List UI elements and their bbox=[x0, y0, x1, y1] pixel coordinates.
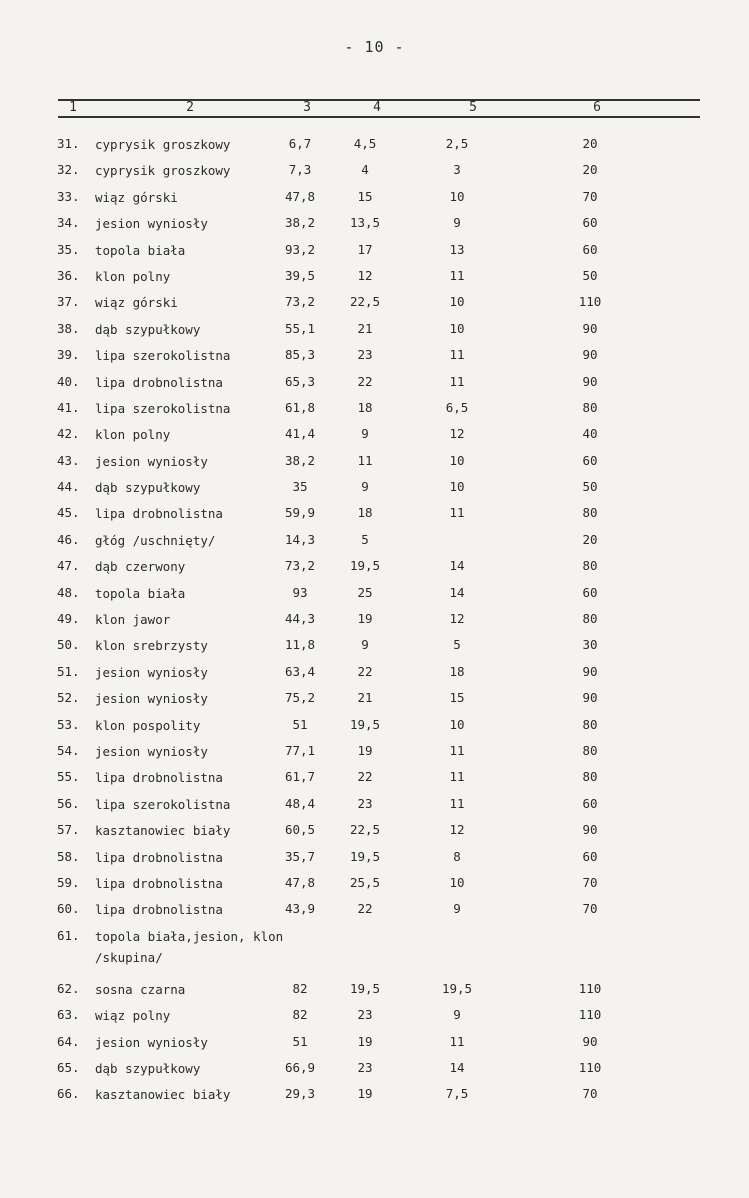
species-name: lipa drobnolistna bbox=[95, 849, 223, 865]
column-header-6: 6 bbox=[593, 100, 601, 115]
table-row bbox=[0, 794, 749, 820]
species-name: głóg /uschnięty/ bbox=[95, 532, 216, 548]
value-col-4: 18 bbox=[357, 399, 373, 415]
row-number: 48. bbox=[57, 584, 80, 600]
row-number: 66. bbox=[57, 1086, 80, 1102]
table-row bbox=[0, 899, 749, 925]
value-col-6: 80 bbox=[582, 505, 598, 521]
value-col-6: 20 bbox=[582, 136, 598, 151]
value-col-4: 23 bbox=[357, 795, 373, 811]
value-col-6: 70 bbox=[582, 1086, 598, 1102]
value-col-6: 70 bbox=[582, 874, 598, 890]
value-col-6: 60 bbox=[582, 795, 598, 811]
species-name: dąb szypułkowy bbox=[95, 480, 201, 496]
species-name: lipa szerokolistna bbox=[95, 348, 231, 364]
species-name: klon pospolity bbox=[95, 717, 201, 733]
row-number: 32. bbox=[57, 162, 80, 178]
species-name: lipa szerokolistna bbox=[95, 400, 231, 416]
table-row bbox=[0, 530, 749, 556]
value-col-6: 110 bbox=[578, 1007, 602, 1023]
species-name: klon polny bbox=[95, 268, 171, 284]
table-row bbox=[0, 451, 749, 477]
row-number: 57. bbox=[57, 822, 80, 838]
value-col-4: 22,5 bbox=[349, 822, 381, 838]
value-col-4: 19,5 bbox=[349, 558, 381, 574]
value-col-5: 11 bbox=[449, 373, 465, 389]
species-name: klon jawor bbox=[95, 612, 171, 628]
value-col-3: 48,4 bbox=[284, 795, 316, 811]
value-col-3: 14,3 bbox=[284, 531, 316, 547]
value-col-3: 51 bbox=[292, 1033, 308, 1049]
value-col-5: 14 bbox=[449, 584, 465, 600]
value-col-6: 80 bbox=[582, 716, 598, 732]
value-col-5: 11 bbox=[449, 267, 465, 283]
row-number: 38. bbox=[57, 320, 80, 336]
value-col-4: 23 bbox=[357, 1059, 373, 1075]
value-col-5: 11 bbox=[449, 1033, 465, 1049]
value-col-6: 110 bbox=[578, 294, 602, 310]
value-col-6: 90 bbox=[582, 663, 598, 679]
row-number: 65. bbox=[57, 1059, 80, 1075]
row-number: 47. bbox=[57, 558, 80, 574]
value-col-4: 19,5 bbox=[349, 980, 381, 996]
table-row bbox=[0, 372, 749, 398]
row-number: 62. bbox=[57, 980, 80, 996]
value-col-4: 4 bbox=[361, 162, 369, 178]
value-col-4: 11 bbox=[357, 452, 373, 468]
value-col-4: 18 bbox=[357, 505, 373, 521]
value-col-4: 4,5 bbox=[353, 136, 377, 151]
species-name: topola biała,jesion, klon /skupina/ bbox=[95, 928, 284, 965]
value-col-4: 5 bbox=[361, 531, 369, 547]
row-number: 40. bbox=[57, 373, 80, 389]
value-col-3: 41,4 bbox=[284, 426, 316, 442]
value-col-6: 80 bbox=[582, 558, 598, 574]
value-col-3: 75,2 bbox=[284, 690, 316, 706]
value-col-6: 60 bbox=[582, 241, 598, 257]
table-row bbox=[0, 1005, 749, 1031]
species-name: jesion wyniosły bbox=[95, 216, 208, 232]
row-number: 54. bbox=[57, 742, 80, 758]
row-number: 52. bbox=[57, 690, 80, 706]
value-col-3: 38,2 bbox=[284, 452, 316, 468]
value-col-3: 60,5 bbox=[284, 822, 316, 838]
value-col-6: 80 bbox=[582, 611, 598, 627]
value-col-5: 10 bbox=[449, 874, 465, 890]
table-row bbox=[0, 1032, 749, 1058]
page-number: - 10 - bbox=[344, 38, 405, 56]
value-col-5: 9 bbox=[453, 215, 461, 231]
table-row bbox=[0, 609, 749, 635]
value-col-5: 11 bbox=[449, 347, 465, 363]
species-name: jesion wyniosły bbox=[95, 691, 208, 707]
value-col-3: 73,2 bbox=[284, 558, 316, 574]
value-col-6: 20 bbox=[582, 162, 598, 178]
species-name: cyprysik groszkowy bbox=[95, 137, 231, 152]
row-number: 41. bbox=[57, 399, 80, 415]
value-col-3: 55,1 bbox=[284, 320, 316, 336]
table-row bbox=[0, 187, 749, 213]
value-col-6: 110 bbox=[578, 980, 602, 996]
value-col-5: 11 bbox=[449, 505, 465, 521]
value-col-5: 11 bbox=[449, 769, 465, 785]
value-col-5: 9 bbox=[453, 901, 461, 917]
row-number: 46. bbox=[57, 531, 80, 547]
value-col-5: 11 bbox=[449, 795, 465, 811]
table-row bbox=[0, 715, 749, 741]
table-row bbox=[0, 635, 749, 661]
value-col-3: 51 bbox=[292, 716, 308, 732]
table-row bbox=[0, 292, 749, 318]
value-col-5: 13 bbox=[449, 241, 465, 257]
value-col-3: 47,8 bbox=[284, 188, 316, 204]
species-name: jesion wyniosły bbox=[95, 743, 208, 759]
value-col-3: 85,3 bbox=[284, 347, 316, 363]
value-col-5: 11 bbox=[449, 742, 465, 758]
value-col-4: 9 bbox=[361, 426, 369, 442]
value-col-6: 60 bbox=[582, 215, 598, 231]
value-col-5: 14 bbox=[449, 1059, 465, 1075]
value-col-3: 63,4 bbox=[284, 663, 316, 679]
value-col-6: 50 bbox=[582, 479, 598, 495]
value-col-6: 90 bbox=[582, 690, 598, 706]
value-col-6: 40 bbox=[582, 426, 598, 442]
species-name: klon srebrzysty bbox=[95, 638, 208, 654]
table-row bbox=[0, 926, 749, 979]
species-name: lipa drobnolistna bbox=[95, 875, 223, 891]
table-row bbox=[0, 319, 749, 345]
column-header-5: 5 bbox=[469, 100, 477, 115]
table-row bbox=[0, 583, 749, 609]
row-number: 45. bbox=[57, 505, 80, 521]
value-col-3: 73,2 bbox=[284, 294, 316, 310]
species-name: kasztanowiec biały bbox=[95, 1087, 231, 1103]
row-number: 55. bbox=[57, 769, 80, 785]
species-name: topola biała bbox=[95, 585, 186, 601]
row-number: 39. bbox=[57, 347, 80, 363]
row-number: 64. bbox=[57, 1033, 80, 1049]
value-col-4: 25,5 bbox=[349, 874, 381, 890]
row-number: 43. bbox=[57, 452, 80, 468]
value-col-4: 19 bbox=[357, 611, 373, 627]
species-name: dąb czerwony bbox=[95, 559, 186, 575]
table-row bbox=[0, 345, 749, 371]
table-row bbox=[0, 503, 749, 529]
value-col-4: 22 bbox=[357, 663, 373, 679]
species-name: wiąz górski bbox=[95, 189, 178, 205]
row-number: 58. bbox=[57, 848, 80, 864]
value-col-3: 43,9 bbox=[284, 901, 316, 917]
table-row bbox=[0, 240, 749, 266]
table-row bbox=[0, 1084, 749, 1110]
value-col-3: 39,5 bbox=[284, 267, 316, 283]
table-row bbox=[0, 979, 749, 1005]
column-header-3: 3 bbox=[303, 100, 311, 115]
value-col-5: 10 bbox=[449, 479, 465, 495]
species-name: lipa drobnolistna bbox=[95, 770, 223, 786]
value-col-5: 2,5 bbox=[445, 136, 469, 151]
value-col-4: 23 bbox=[357, 347, 373, 363]
value-col-5: 10 bbox=[449, 294, 465, 310]
value-col-6: 90 bbox=[582, 822, 598, 838]
table-body bbox=[0, 134, 749, 1111]
species-name: jesion wyniosły bbox=[95, 664, 208, 680]
row-number: 49. bbox=[57, 611, 80, 627]
value-col-6: 60 bbox=[582, 584, 598, 600]
value-col-3: 65,3 bbox=[284, 373, 316, 389]
row-number: 35. bbox=[57, 241, 80, 257]
value-col-3: 59,9 bbox=[284, 505, 316, 521]
value-col-4: 25 bbox=[357, 584, 373, 600]
table-row bbox=[0, 398, 749, 424]
species-name: lipa drobnolistna bbox=[95, 506, 223, 522]
row-number: 44. bbox=[57, 479, 80, 495]
table-row bbox=[0, 688, 749, 714]
value-col-3: 7,3 bbox=[288, 162, 312, 178]
species-name: wiąz polny bbox=[95, 1008, 171, 1024]
row-number: 42. bbox=[57, 426, 80, 442]
value-col-3: 93 bbox=[292, 584, 308, 600]
species-name: dąb szypułkowy bbox=[95, 321, 201, 337]
species-name: lipa drobnolistna bbox=[95, 374, 223, 390]
table-row bbox=[0, 847, 749, 873]
value-col-6: 90 bbox=[582, 373, 598, 389]
row-number: 51. bbox=[57, 663, 80, 679]
species-name: sosna czarna bbox=[95, 981, 186, 997]
value-col-3: 82 bbox=[292, 980, 308, 996]
value-col-6: 90 bbox=[582, 347, 598, 363]
table-row bbox=[0, 741, 749, 767]
table-row bbox=[0, 266, 749, 292]
value-col-5: 3 bbox=[453, 162, 461, 178]
value-col-5: 10 bbox=[449, 716, 465, 732]
table-row bbox=[0, 1058, 749, 1084]
value-col-4: 22 bbox=[357, 373, 373, 389]
species-name: wiąz górski bbox=[95, 295, 178, 311]
table-row bbox=[0, 820, 749, 846]
row-number: 60. bbox=[57, 901, 80, 917]
value-col-3: 93,2 bbox=[284, 241, 316, 257]
value-col-4: 9 bbox=[361, 637, 369, 653]
value-col-4: 21 bbox=[357, 320, 373, 336]
row-number: 53. bbox=[57, 716, 80, 732]
value-col-3: 6,7 bbox=[288, 136, 312, 151]
column-header-1: 1 bbox=[69, 100, 77, 115]
table-row bbox=[0, 662, 749, 688]
species-name: jesion wyniosły bbox=[95, 453, 208, 469]
value-col-5: 10 bbox=[449, 188, 465, 204]
value-col-6: 110 bbox=[578, 1059, 602, 1075]
value-col-3: 61,7 bbox=[284, 769, 316, 785]
value-col-3: 38,2 bbox=[284, 215, 316, 231]
value-col-4: 19 bbox=[357, 1033, 373, 1049]
value-col-5: 18 bbox=[449, 663, 465, 679]
row-number: 61. bbox=[57, 927, 80, 943]
table-row bbox=[0, 556, 749, 582]
value-col-5: 12 bbox=[449, 611, 465, 627]
value-col-4: 22,5 bbox=[349, 294, 381, 310]
species-name: topola biała bbox=[95, 242, 186, 258]
value-col-3: 82 bbox=[292, 1007, 308, 1023]
table-row bbox=[0, 767, 749, 793]
row-number: 33. bbox=[57, 188, 80, 204]
value-col-4: 22 bbox=[357, 769, 373, 785]
value-col-4: 9 bbox=[361, 479, 369, 495]
table-row bbox=[0, 477, 749, 503]
species-name: cyprysik groszkowy bbox=[95, 163, 231, 179]
value-col-4: 12 bbox=[357, 267, 373, 283]
value-col-4: 13,5 bbox=[349, 215, 381, 231]
row-number: 63. bbox=[57, 1007, 80, 1023]
table-row bbox=[0, 873, 749, 899]
value-col-6: 70 bbox=[582, 188, 598, 204]
species-name: kasztanowiec biały bbox=[95, 823, 231, 839]
table-row bbox=[0, 160, 749, 186]
value-col-4: 19 bbox=[357, 742, 373, 758]
value-col-4: 19,5 bbox=[349, 848, 381, 864]
row-number: 59. bbox=[57, 874, 80, 890]
species-name: dąb szypułkowy bbox=[95, 1060, 201, 1076]
value-col-4: 15 bbox=[357, 188, 373, 204]
value-col-3: 77,1 bbox=[284, 742, 316, 758]
species-name: klon polny bbox=[95, 427, 171, 443]
column-header-4: 4 bbox=[373, 100, 381, 115]
row-number: 50. bbox=[57, 637, 80, 653]
value-col-6: 30 bbox=[582, 637, 598, 653]
value-col-3: 29,3 bbox=[284, 1086, 316, 1102]
value-col-6: 60 bbox=[582, 452, 598, 468]
value-col-6: 80 bbox=[582, 742, 598, 758]
value-col-5: 14 bbox=[449, 558, 465, 574]
value-col-6: 70 bbox=[582, 901, 598, 917]
row-number: 36. bbox=[57, 267, 80, 283]
value-col-4: 23 bbox=[357, 1007, 373, 1023]
value-col-5: 6,5 bbox=[445, 399, 469, 415]
value-col-5: 10 bbox=[449, 320, 465, 336]
value-col-5: 8 bbox=[453, 848, 461, 864]
table-row bbox=[0, 424, 749, 450]
value-col-5: 15 bbox=[449, 690, 465, 706]
value-col-3: 11,8 bbox=[284, 637, 316, 653]
column-header-2: 2 bbox=[186, 100, 194, 115]
value-col-5: 10 bbox=[449, 452, 465, 468]
value-col-4: 21 bbox=[357, 690, 373, 706]
value-col-4: 19,5 bbox=[349, 716, 381, 732]
value-col-6: 90 bbox=[582, 1033, 598, 1049]
table-row bbox=[0, 134, 749, 160]
row-number: 34. bbox=[57, 215, 80, 231]
row-number: 56. bbox=[57, 795, 80, 811]
species-name: jesion wyniosły bbox=[95, 1034, 208, 1050]
table-row bbox=[0, 213, 749, 239]
value-col-3: 66,9 bbox=[284, 1059, 316, 1075]
value-col-3: 44,3 bbox=[284, 611, 316, 627]
species-name: lipa drobnolistna bbox=[95, 902, 223, 918]
row-number: 31. bbox=[57, 136, 80, 151]
value-col-4: 22 bbox=[357, 901, 373, 917]
species-name: lipa szerokolistna bbox=[95, 796, 231, 812]
value-col-6: 60 bbox=[582, 848, 598, 864]
value-col-3: 35 bbox=[292, 479, 308, 495]
value-col-5: 12 bbox=[449, 822, 465, 838]
value-col-4: 19 bbox=[357, 1086, 373, 1102]
value-col-6: 50 bbox=[582, 267, 598, 283]
value-col-5: 9 bbox=[453, 1007, 461, 1023]
table-header-rule-bottom bbox=[58, 116, 700, 118]
value-col-5: 12 bbox=[449, 426, 465, 442]
value-col-6: 90 bbox=[582, 320, 598, 336]
value-col-4: 17 bbox=[357, 241, 373, 257]
value-col-6: 20 bbox=[582, 531, 598, 547]
value-col-3: 47,8 bbox=[284, 874, 316, 890]
value-col-5: 19,5 bbox=[441, 980, 473, 996]
row-number: 37. bbox=[57, 294, 80, 310]
value-col-5: 5 bbox=[453, 637, 461, 653]
value-col-3: 35,7 bbox=[284, 848, 316, 864]
value-col-6: 80 bbox=[582, 769, 598, 785]
value-col-6: 80 bbox=[582, 399, 598, 415]
value-col-5: 7,5 bbox=[445, 1086, 469, 1102]
value-col-3: 61,8 bbox=[284, 399, 316, 415]
